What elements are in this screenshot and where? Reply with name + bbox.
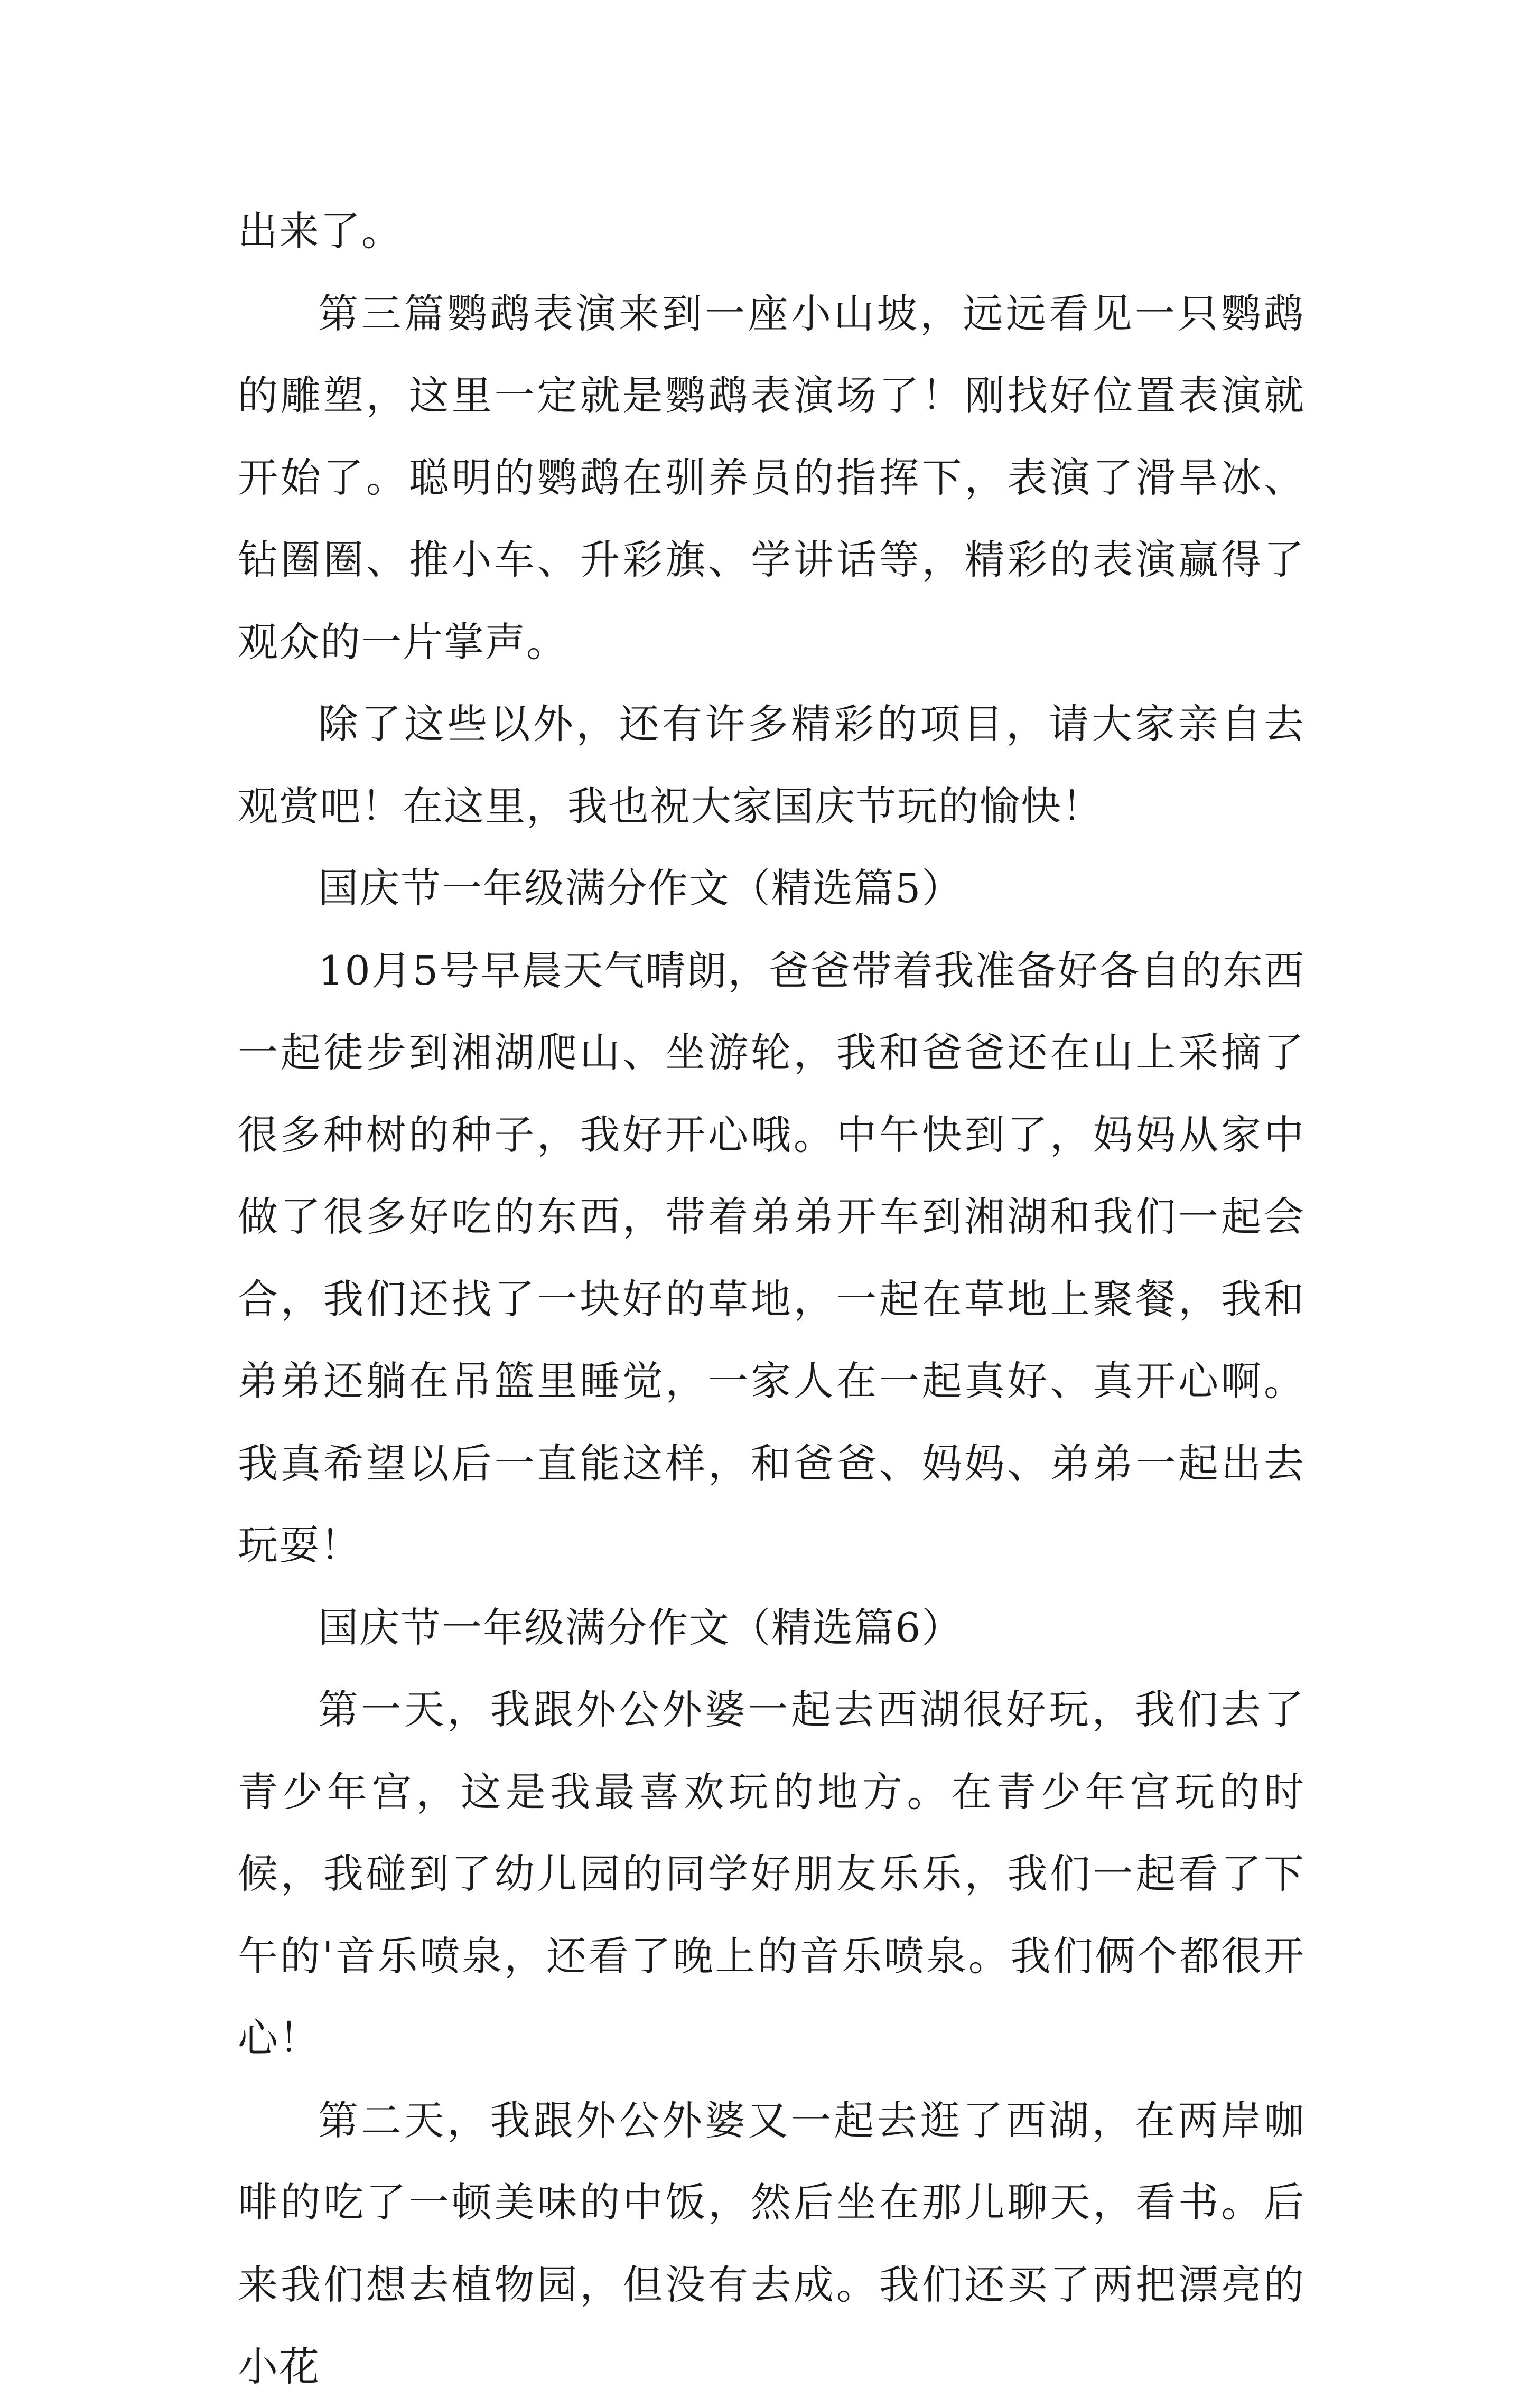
paragraph-day-one: 第一天，我跟外公外婆一起去西湖很好玩，我们去了青少年宫，这是我最喜欢玩的地方。在青少年宫玩的时候，我碰到了幼儿园的同学好朋友乐乐，我们一起看了下午的'音乐喷泉，还看了晚上的音乐喷泉。我们俩个都很开心！ (238, 1686, 1305, 2062)
paragraph-xianghu-trip: 10月5号早晨天气晴朗，爸爸带着我准备好各自的东西一起徒步到湘湖爬山、坐游轮，我和爸爸还在山上采摘了很多种树的种子，我好开心哦。中午快到了，妈妈从家中做了很多好吃的东西，带着弟弟开车到湘湖和我们一起会合，我们还找了一块好的草地，一起在草地上聚餐，我和弟弟还躺在吊篮里睡觉，一家人在一起真好、真开心啊。我真希望以后一直能这样，和爸爸、妈妈、弟弟一起出去玩耍！ (238, 947, 1305, 1569)
document-body (238, 190, 1305, 2408)
paragraph-continuation: 出来了。 (238, 208, 403, 255)
section-heading-6: 国庆节一年级满分作文（精选篇6） (318, 1604, 963, 1651)
paragraph-closing-wishes: 除了这些以外，还有许多精彩的项目，请大家亲自去观赏吧！在这里，我也祝大家国庆节玩的愉快！ (238, 700, 1305, 830)
paragraph-parrot-show: 第三篇鹦鹉表演来到一座小山坡，远远看见一只鹦鹉的雕塑，这里一定就是鹦鹉表演场了！刚找好位置表演就开始了。聪明的鹦鹉在驯养员的指挥下，表演了滑旱冰、钻圈圈、推小车、升彩旗、学讲话等，精彩的表演赢得了观众的一片掌声。 (238, 289, 1305, 666)
section-heading-5: 国庆节一年级满分作文（精选篇5） (318, 865, 963, 912)
paragraph-day-two: 第二天，我跟外公外婆又一起去逛了西湖，在两岸咖啡的吃了一顿美味的中饭，然后坐在那儿聊天，看书。后来我们想去植物园，但没有去成。我们还买了两把漂亮的小花 (238, 2096, 1305, 2390)
